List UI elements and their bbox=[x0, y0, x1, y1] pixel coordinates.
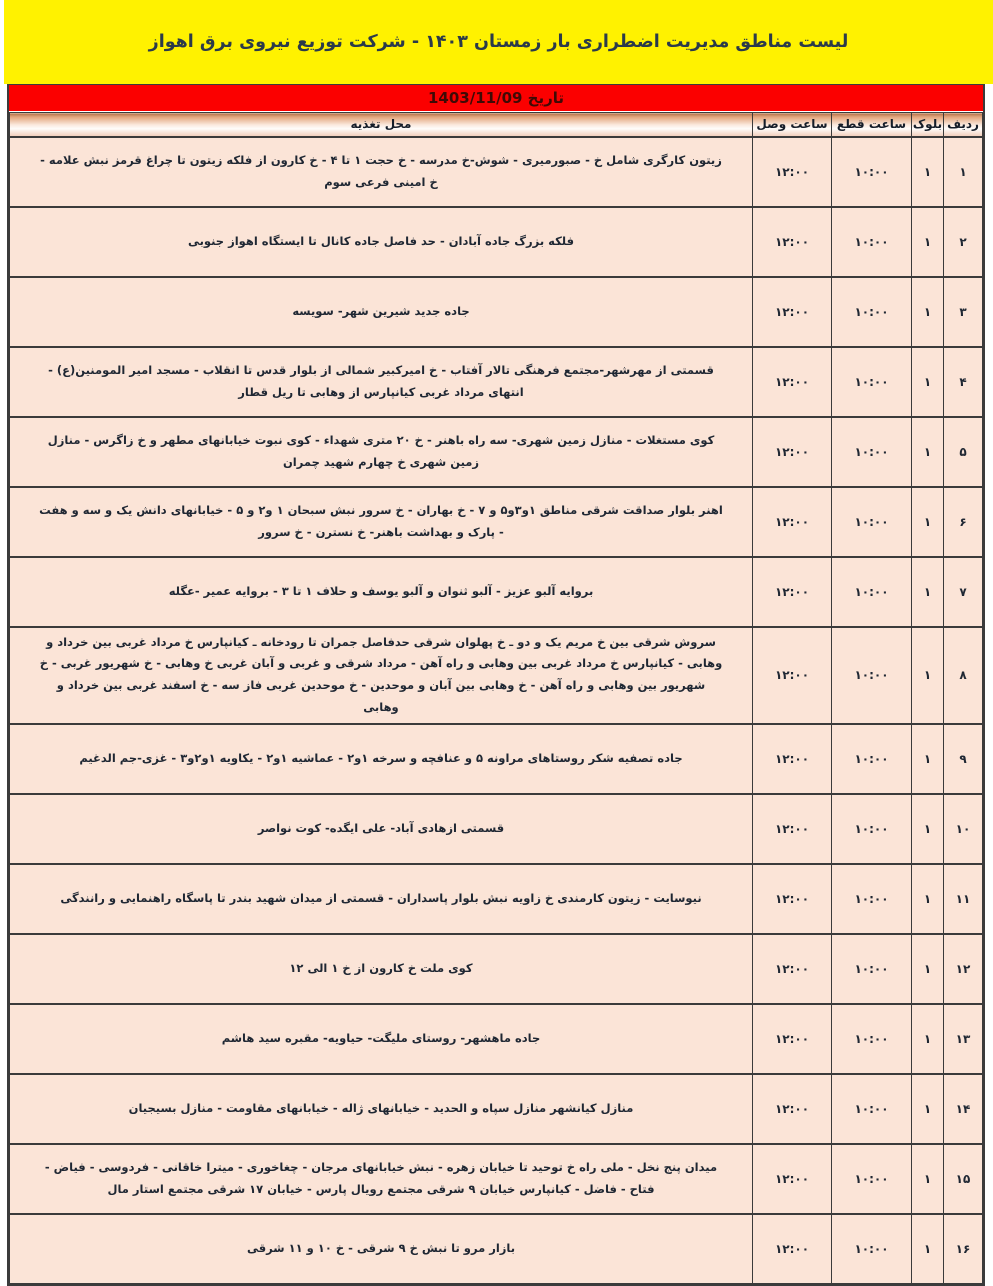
location-cell: جاده جدید شیرین شهر- سویسه bbox=[10, 277, 753, 347]
cut-time-cell: ۱۰:۰۰ bbox=[832, 277, 912, 347]
reconnect-time-cell: ۱۲:۰۰ bbox=[753, 794, 832, 864]
location-cell: بازار مرو تا نبش خ ۹ شرقی - خ ۱۰ و ۱۱ شرقی bbox=[10, 1214, 753, 1284]
reconnect-time-cell: ۱۲:۰۰ bbox=[753, 277, 832, 347]
block-cell: ۱ bbox=[912, 137, 944, 207]
cut-time-cell: ۱۰:۰۰ bbox=[832, 1214, 912, 1284]
table-row bbox=[10, 277, 983, 347]
block-cell: ۱ bbox=[912, 794, 944, 864]
block-cell: ۱ bbox=[912, 1144, 944, 1214]
cut-time-cell: ۱۰:۰۰ bbox=[832, 934, 912, 1004]
reconnect-time-cell: ۱۲:۰۰ bbox=[753, 1004, 832, 1074]
table-row bbox=[10, 1004, 983, 1074]
table-row bbox=[10, 207, 983, 277]
table-row bbox=[10, 864, 983, 934]
outage-schedule-table bbox=[9, 112, 983, 1284]
table-row bbox=[10, 487, 983, 557]
cut-time-cell: ۱۰:۰۰ bbox=[832, 1074, 912, 1144]
table-row bbox=[10, 557, 983, 627]
cut-time-cell: ۱۰:۰۰ bbox=[832, 417, 912, 487]
row-number-cell: ۱۰ bbox=[944, 794, 983, 864]
reconnect-time-cell: ۱۲:۰۰ bbox=[753, 417, 832, 487]
table-row bbox=[10, 417, 983, 487]
cut-time-cell: ۱۰:۰۰ bbox=[832, 627, 912, 724]
reconnect-time-cell: ۱۲:۰۰ bbox=[753, 557, 832, 627]
cut-time-cell: ۱۰:۰۰ bbox=[832, 207, 912, 277]
block-cell: ۱ bbox=[912, 864, 944, 934]
row-number-cell: ۱۴ bbox=[944, 1074, 983, 1144]
reconnect-time-cell: ۱۲:۰۰ bbox=[753, 487, 832, 557]
row-number-cell: ۱۶ bbox=[944, 1214, 983, 1284]
row-number-cell: ۱ bbox=[944, 137, 983, 207]
location-cell: اهنر بلوار صداقت شرقی مناطق ۱و۳و۵ و ۷ - خ بهاران - خ سرور نبش سبحان ۱ و۲ و ۵ - خیابانهای دانش یک و سه و هفت - پارک و بهداشت باهنر- خ نسترن - خ سرور bbox=[10, 487, 753, 557]
reconnect-time-cell: ۱۲:۰۰ bbox=[753, 1214, 832, 1284]
block-cell: ۱ bbox=[912, 724, 944, 794]
table-row bbox=[10, 724, 983, 794]
block-cell: ۱ bbox=[912, 417, 944, 487]
block-cell: ۱ bbox=[912, 557, 944, 627]
table-row bbox=[10, 347, 983, 417]
location-cell: قسمتی از مهرشهر-مجتمع فرهنگی تالار آفتاب - خ امیرکبیر شمالی از بلوار قدس تا انقلاب - مسجد امیر المومنین(ع) - انتهای مرداد غربی کیانپارس از وهابی تا ریل قطار bbox=[10, 347, 753, 417]
block-cell: ۱ bbox=[912, 277, 944, 347]
page-title: لیست مناطق مدیریت اضطراری بار زمستان ۱۴۰۳ - شرکت توزیع نیروی برق اهواز bbox=[148, 32, 849, 52]
location-cell: نیوسایت - زیتون کارمندی خ زاویه نبش بلوار پاسداران - قسمتی از میدان شهید بندر تا پاسگاه راهنمایی و رانندگی bbox=[10, 864, 753, 934]
block-cell: ۱ bbox=[912, 207, 944, 277]
location-cell: منازل کیانشهر منازل سپاه و الحدید - خیابانهای ژاله - خیابانهای مقاومت - منازل بسیجیان bbox=[10, 1074, 753, 1144]
row-number-cell: ۱۵ bbox=[944, 1144, 983, 1214]
schedule-container bbox=[7, 84, 985, 1286]
cut-time-cell: ۱۰:۰۰ bbox=[832, 864, 912, 934]
row-number-cell: ۲ bbox=[944, 207, 983, 277]
location-cell: کوی ملت خ کارون از خ ۱ الی ۱۲ bbox=[10, 934, 753, 1004]
row-number-cell: ۴ bbox=[944, 347, 983, 417]
table-row bbox=[10, 794, 983, 864]
cut-time-cell: ۱۰:۰۰ bbox=[832, 137, 912, 207]
header-block: بلوک bbox=[912, 113, 944, 137]
header-reconnect-time: ساعت وصل bbox=[753, 113, 832, 137]
row-number-cell: ۶ bbox=[944, 487, 983, 557]
date-banner bbox=[9, 85, 983, 112]
reconnect-time-cell: ۱۲:۰۰ bbox=[753, 347, 832, 417]
reconnect-time-cell: ۱۲:۰۰ bbox=[753, 934, 832, 1004]
block-cell: ۱ bbox=[912, 1074, 944, 1144]
block-cell: ۱ bbox=[912, 1004, 944, 1074]
block-cell: ۱ bbox=[912, 487, 944, 557]
row-number-cell: ۱۲ bbox=[944, 934, 983, 1004]
cut-time-cell: ۱۰:۰۰ bbox=[832, 557, 912, 627]
reconnect-time-cell: ۱۲:۰۰ bbox=[753, 1074, 832, 1144]
table-row bbox=[10, 627, 983, 724]
reconnect-time-cell: ۱۲:۰۰ bbox=[753, 627, 832, 724]
date-label: تاریخ 1403/11/09 bbox=[427, 89, 565, 107]
reconnect-time-cell: ۱۲:۰۰ bbox=[753, 724, 832, 794]
reconnect-time-cell: ۱۲:۰۰ bbox=[753, 1144, 832, 1214]
location-cell: زیتون کارگری شامل خ - صبورمیری - شوش-خ مدرسه - خ حجت ۱ تا ۴ - خ کارون از فلکه زیتون تا چراغ قرمز نبش علامه - خ امینی فرعی سوم bbox=[10, 137, 753, 207]
location-cell: قسمتی ازهادی آباد- علی ایگده- کوت نواصر bbox=[10, 794, 753, 864]
header-row-number: ردیف bbox=[944, 113, 983, 137]
reconnect-time-cell: ۱۲:۰۰ bbox=[753, 207, 832, 277]
row-number-cell: ۳ bbox=[944, 277, 983, 347]
schedule-table-body bbox=[10, 137, 983, 1284]
reconnect-time-cell: ۱۲:۰۰ bbox=[753, 864, 832, 934]
row-number-cell: ۵ bbox=[944, 417, 983, 487]
block-cell: ۱ bbox=[912, 934, 944, 1004]
block-cell: ۱ bbox=[912, 627, 944, 724]
row-number-cell: ۱۱ bbox=[944, 864, 983, 934]
location-cell: فلکه بزرگ جاده آبادان - حد فاصل جاده کانال تا ایستگاه اهواز جنوبی bbox=[10, 207, 753, 277]
location-cell: جاده تصفیه شکر روستاهای مراونه ۵ و عنافچه و سرخه ۱و۲ - عماشیه ۱و۲ - یکاویه ۱و۲و۳ - غزی-جم الدغیم bbox=[10, 724, 753, 794]
cut-time-cell: ۱۰:۰۰ bbox=[832, 1004, 912, 1074]
table-row bbox=[10, 137, 983, 207]
cut-time-cell: ۱۰:۰۰ bbox=[832, 487, 912, 557]
location-cell: جاده ماهشهر- روستای ملیگت- حیاویه- مقبره سید هاشم bbox=[10, 1004, 753, 1074]
row-number-cell: ۸ bbox=[944, 627, 983, 724]
row-number-cell: ۹ bbox=[944, 724, 983, 794]
row-number-cell: ۷ bbox=[944, 557, 983, 627]
header-cut-time: ساعت قطع bbox=[832, 113, 912, 137]
cut-time-cell: ۱۰:۰۰ bbox=[832, 724, 912, 794]
title-banner bbox=[4, 0, 993, 84]
cut-time-cell: ۱۰:۰۰ bbox=[832, 794, 912, 864]
location-cell: سروش شرقی بین خ مریم یک و دو ـ خ پهلوان شرقی حدفاصل جمران تا رودخانه ـ کیانپارس خ مرداد غربی بین خرداد و وهابی - کیانپارس خ مرداد غربی بین وهابی و راه آهن - مرداد شرقی و غربی و آبان غربی خ وهابی - خ شهریور غربی - خ شهریور بین وهابی و راه آهن - خ وهابی بین آبان و موحدین - خ موحدین غربی فاز سه - خ اسفند غربی بین خرداد و وهابی bbox=[10, 627, 753, 724]
table-row bbox=[10, 1074, 983, 1144]
cut-time-cell: ۱۰:۰۰ bbox=[832, 1144, 912, 1214]
block-cell: ۱ bbox=[912, 347, 944, 417]
location-cell: میدان پنج نخل - ملی راه خ توحید تا خیابان زهره - نبش خیابانهای مرجان - چغاخوری - میترا خاقانی - فردوسی - فیاض - فتاح - فاضل - کیانپارس خیابان ۹ شرقی مجتمع رویال پارس - خیابان ۱۷ شرقی مجتمع استار مال bbox=[10, 1144, 753, 1214]
cut-time-cell: ۱۰:۰۰ bbox=[832, 347, 912, 417]
location-cell: کوی مستغلات - منازل زمین شهری- سه راه باهنر - خ ۲۰ متری شهداء - کوی نبوت خیابانهای مطهر و خ زاگرس - منازل زمین شهری خ چهارم شهید چمران bbox=[10, 417, 753, 487]
header-location: محل تغذیه bbox=[10, 113, 753, 137]
table-row bbox=[10, 1144, 983, 1214]
block-cell: ۱ bbox=[912, 1214, 944, 1284]
table-row bbox=[10, 934, 983, 1004]
table-row bbox=[10, 1214, 983, 1284]
reconnect-time-cell: ۱۲:۰۰ bbox=[753, 137, 832, 207]
table-header-row bbox=[10, 113, 983, 137]
location-cell: بروایه آلبو عزیز - آلبو ثنوان و آلبو یوسف و حلاف ۱ تا ۳ - بروایه عمیر -عگله bbox=[10, 557, 753, 627]
row-number-cell: ۱۳ bbox=[944, 1004, 983, 1074]
